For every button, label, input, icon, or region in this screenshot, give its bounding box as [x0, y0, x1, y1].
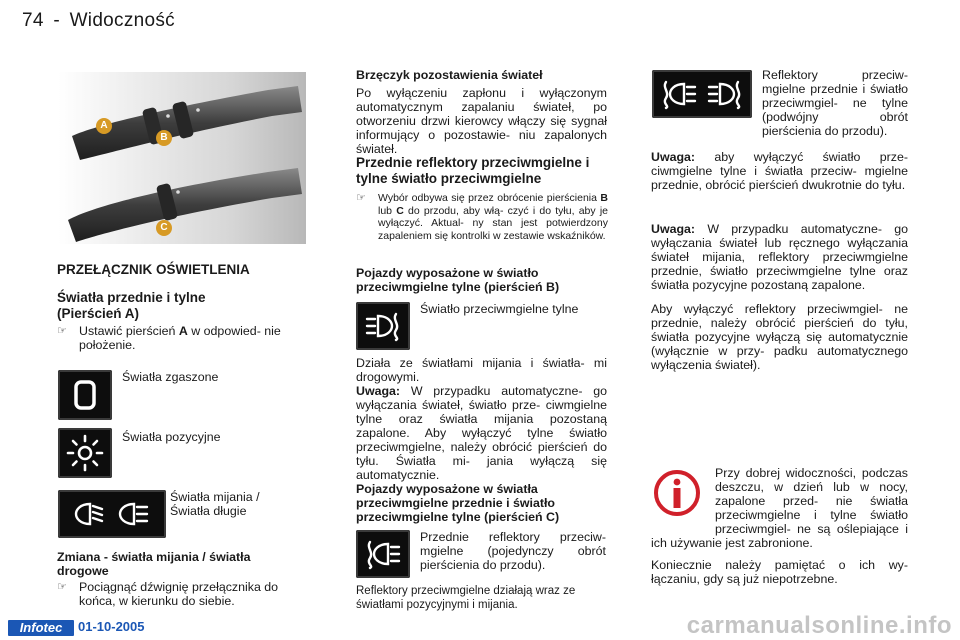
page-header	[22, 10, 175, 32]
bullet-text-post: w odpowied- nie położenie.	[79, 324, 281, 352]
rear-fog-note	[356, 384, 607, 482]
buzzer-title: Brzęczyk pozostawienia świateł	[356, 68, 543, 82]
rear-note-label: Uwaga:	[356, 384, 401, 398]
bullet-text-pre: Ustawić pierścień	[79, 324, 179, 338]
bullet-fog	[356, 192, 608, 242]
col3-note1-text: aby wyłączyć światło prze- ciwmgielne tylne i światła przeciw- mgielne przednie, obrócić pierścień dwukrotnie do tyłu.	[651, 150, 908, 192]
bullet-hand-icon: ☞	[356, 192, 366, 204]
page-title: Widoczność	[69, 10, 175, 31]
rear-note-text: W przypadku automatyczne- go wyłączania świateł, światło prze- ciwmgielne tylne oraz światła mijania pozostaną zapalone. Aby wyłączyć tylne światło przeciwmgielne, należy obrócić pierścień do tyłu. Światła mi- jania wyłączą się automatycznie.	[356, 384, 607, 482]
bullet-hand-icon: ☞	[57, 581, 67, 593]
label-dipped: Światła mijania /	[170, 490, 260, 504]
col3-note2-text: W przypadku automatyczne- go wyłączania świateł lub ręcznego wyłączania świateł mijania, reflektory przeciwmgielne przednie, światło przeciwmgielne tylne oraz światła pozycyjne pozostaną zapalone.	[651, 222, 908, 292]
header-separator: -	[53, 10, 60, 31]
ring-label-a: A	[96, 118, 112, 134]
rear-fog-icon	[356, 302, 410, 350]
fog-bullet-lub: lub	[378, 204, 397, 217]
change-bullet-text: Pociągnąć dźwignię przełącznika do końca, w kierunku do siebie.	[79, 580, 279, 608]
col3-note-2	[651, 222, 908, 292]
info-text-2: Koniecznie należy pamiętać o ich wy- łączaniu, gdy są już niepotrzebne.	[651, 558, 908, 586]
rear-fog-icon-label: Światło przeciwmgielne tylne	[420, 302, 579, 316]
section-title: PRZEŁĄCZNIK OŚWIETLENIA	[57, 262, 250, 277]
position-lights-icon	[58, 428, 112, 478]
bullet-hand-icon: ☞	[57, 325, 67, 337]
fog-bullet-2: do przodu, aby włą- czyć i do tyłu, aby je wyłączyć. Aktual- ny stan jest potwierdzony zapaleniem się kontrolki w zestawie wskaźników.	[378, 204, 608, 242]
bullet-text-key: A	[178, 324, 188, 338]
front-rear-fog-icon	[652, 70, 752, 118]
fog-title: Przednie reflektory przeciwmgielne i tylne światło przeciwmgielne	[356, 155, 590, 186]
subsection-title: Światła przednie i tylne (Pierścień A)	[57, 290, 206, 321]
info-text-1	[651, 466, 908, 550]
page-number: 74	[22, 10, 44, 31]
col3-note2-label: Uwaga:	[651, 222, 696, 236]
footer-date: 01-10-2005	[78, 619, 145, 634]
front-rear-fog-title: Pojazdy wyposażone w światła przeciwmgielne przednie i światło przeciwmgielne tylne (pierścień C)	[356, 482, 560, 524]
bullet-ring-a	[57, 324, 310, 352]
info-text-1-body: Przy dobrej widoczności, podczas deszczu, w dzień lub w nocy, zapalone przed- nie światła przeciwmgielne i tylne światło przeciwmgiel- ne są oślepiające i ich używanie jest zabronione.	[651, 466, 908, 550]
front-fog-icon-label: Przednie reflektory przeciw- mgielne (pojedynczy obrót pierścienia do przodu).	[420, 530, 606, 572]
dipped-main-beam-icon	[58, 490, 166, 538]
double-fog-icon-label: Reflektory przeciw- mgielne przednie i światło przeciwmgiel- ne tylne (podwójny obrót pierścienia do przodu).	[762, 68, 908, 138]
info-float-spacer	[651, 466, 715, 528]
fog-bullet-b: B	[600, 192, 608, 204]
lights-off-icon	[58, 370, 112, 420]
rear-fog-text: Działa ze światłami mijania i światła- mi drogowymi.	[356, 356, 607, 384]
col3-note-1	[651, 150, 908, 192]
front-fog-icon	[356, 530, 410, 578]
stalk-illustration	[58, 72, 306, 244]
col3-paragraph: Aby wyłączyć reflektory przeciwmgiel- ne przednie, należy obrócić pierścień do tyłu, światła pozycyjne wyłączą się automatycznie (wyłącznie w przy- padku automatycznego wyłączenia świateł).	[651, 302, 908, 372]
bottom-fog-text: Reflektory przeciwmgielne działają wraz ze światłami pozycyjnymi i mijania.	[356, 585, 576, 611]
rear-fog-title: Pojazdy wyposażone w światło przeciwmgielne tylne (pierścień B)	[356, 266, 560, 294]
label-position-lights: Światła pozycyjne	[122, 430, 221, 444]
watermark: carmanualsonline.info	[686, 612, 952, 639]
buzzer-text: Po wyłączeniu zapłonu i wyłączonym automatycznym zapalaniu świateł, po otworzeniu drzwi kierowcy włączy się sygnał informujący o pozostawie- niu zapalonych świateł.	[356, 86, 607, 156]
fog-bullet-1: Wybór odbywa się przez obrócenie pierścienia	[378, 192, 601, 204]
change-beam-title: Zmiana - światła mijania / światła drogowe	[57, 550, 251, 578]
ring-label-b: B	[156, 130, 172, 146]
fog-bullet-c: C	[396, 204, 404, 217]
label-main: Światła długie	[170, 504, 247, 518]
ring-label-c: C	[156, 220, 172, 236]
bullet-change-beam	[57, 580, 310, 608]
label-lights-off: Światła zgaszone	[122, 370, 219, 384]
infotec-logo: Infotec	[8, 620, 74, 636]
col3-note1-label: Uwaga:	[651, 150, 696, 164]
label-dipped-main	[170, 490, 260, 518]
